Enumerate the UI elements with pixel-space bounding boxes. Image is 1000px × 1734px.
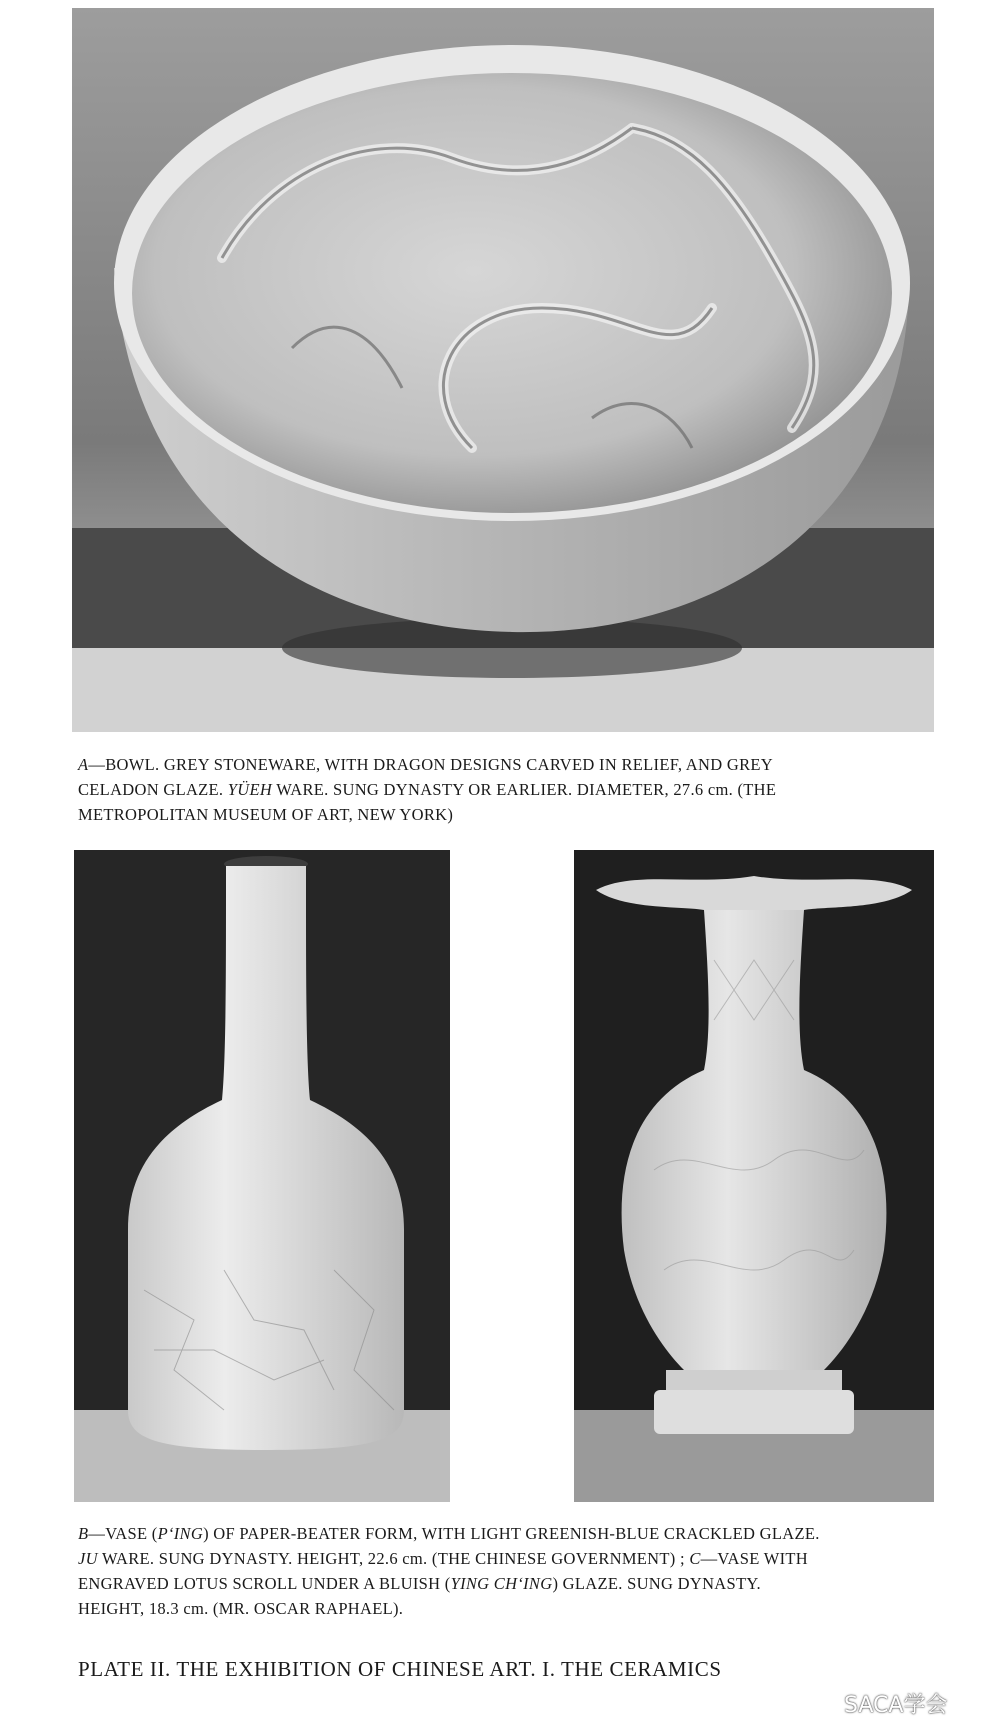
caption-a-line-1 <box>78 752 938 777</box>
caption-bowl <box>78 752 938 827</box>
caption-a-line-2-pre: CELADON GLAZE. <box>78 780 228 799</box>
plate-title: PLATE II. THE EXHIBITION OF CHINESE ART. I. THE CERAMICS <box>78 1657 722 1681</box>
caption-bc-line-3-a: ENGRAVED LOTUS SCROLL UNDER A BLUISH ( <box>78 1574 451 1593</box>
caption-bc-line-2-rest: WARE. SUNG DYNASTY. HEIGHT, 22.6 cm. (THE CHINESE GOVERNMENT) ; <box>97 1549 690 1568</box>
caption-a-label: A <box>78 755 89 774</box>
caption-a-line-2 <box>78 777 938 802</box>
caption-bc-line-1-b: ) OF PAPER-BEATER FORM, WITH LIGHT GREENISH-BLUE CRACKLED GLAZE. <box>203 1524 820 1543</box>
caption-a-ware-name: YÜEH <box>227 780 273 799</box>
caption-a-line-3: METROPOLITAN MUSEUM OF ART, NEW YORK) <box>78 805 454 824</box>
caption-bc-line-4: HEIGHT, 18.3 cm. (MR. OSCAR RAPHAEL). <box>78 1599 404 1618</box>
caption-vases <box>78 1521 938 1621</box>
photo-vase-ying-ching <box>574 850 934 1502</box>
caption-b-label: B <box>78 1524 89 1543</box>
photo-vase-paper-beater <box>74 850 450 1502</box>
caption-a-line-2-post: WARE. SUNG DYNASTY OR EARLIER. DIAMETER, 27.6 cm. (THE <box>272 780 777 799</box>
caption-bc-line-3-b: ) GLAZE. SUNG DYNASTY. <box>552 1574 761 1593</box>
caption-c-glaze-name: YING CH‘ING <box>450 1574 553 1593</box>
watermark <box>818 1688 947 1719</box>
caption-bc-line-2-end: —VASE WITH <box>700 1549 808 1568</box>
caption-b-form-name: P‘ING <box>157 1524 204 1543</box>
caption-c-label: C <box>689 1549 701 1568</box>
wechat-bubble-icon <box>818 1695 840 1713</box>
caption-bc-line-1 <box>78 1521 938 1546</box>
photo-bowl <box>72 8 934 732</box>
caption-bc-line-3 <box>78 1571 938 1596</box>
caption-b-ware-name: JU <box>78 1549 98 1568</box>
caption-a-line-1-text: —BOWL. GREY STONEWARE, WITH DRAGON DESIGNS CARVED IN RELIEF, AND GREY <box>88 755 773 774</box>
caption-bc-line-1-a: —VASE ( <box>88 1524 158 1543</box>
watermark-text: SACA学会 <box>844 1693 948 1718</box>
caption-bc-line-2 <box>78 1546 938 1571</box>
